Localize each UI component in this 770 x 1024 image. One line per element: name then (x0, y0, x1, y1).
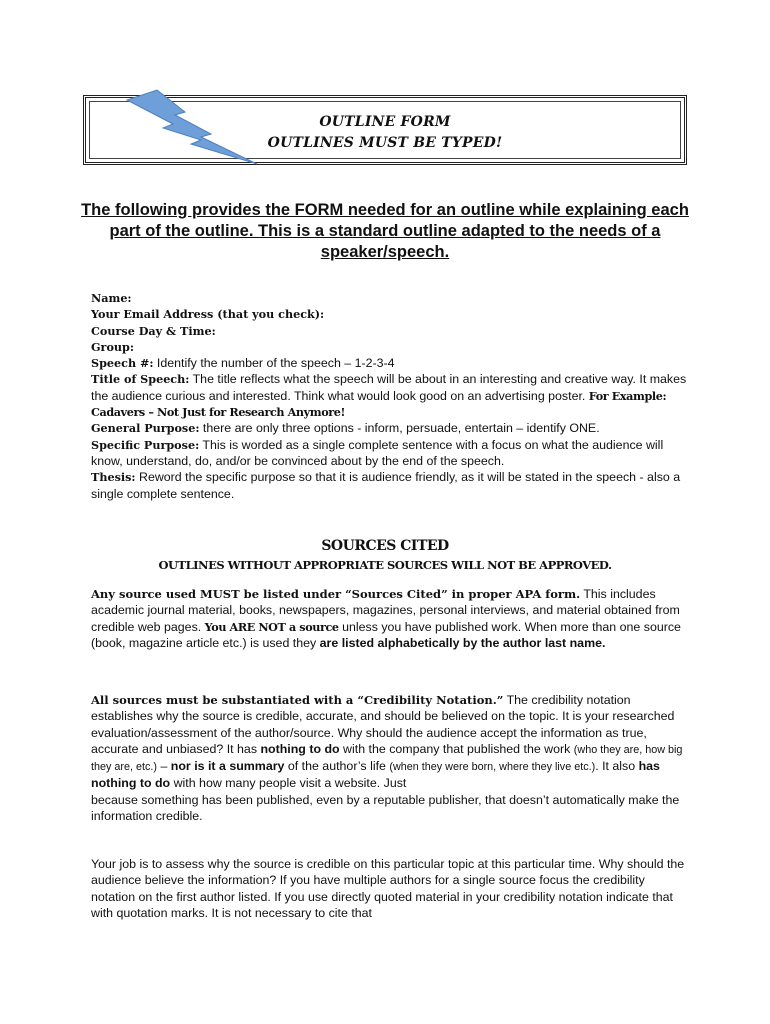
sources-title: SOURCES CITED (321, 538, 449, 554)
field-specific-purpose: Specific Purpose: This is worded as a single complete sentence with a focus on what the audience will know, understand, do, and/or be convinced about by the end of the speech. (91, 437, 664, 468)
sources-paragraph-credibility: All sources must be substantiated with a “Credibility Notation.” The credibility notation establishes why the source is credible, accurate, and should be believed on the topic. It is your researched evaluation/assessment of the author/source. Why should the audience accept the information as true, accurate and unbiased? It has nothing to do with the company that published the work (who they are, how big they are, etc.) – nor is it a summary of the author’s life (when they were born, where they live etc.). It also has nothing to do with how many people visit a website. Just because something has been published, even by a reputable publisher, that doesn’t automatically make the information credible. (91, 693, 683, 824)
banner-title-line1: OUTLINE FORM (319, 114, 451, 130)
field-speech: Speech #: Identify the number of the speech – 1-2-3-4 (91, 356, 395, 371)
sources-paragraph-apa: Any source used MUST be listed under “Sources Cited” in proper APA form. This includes academic journal material, books, newspapers, magazines, personal interviews, and material obtained from credible web pages. You ARE NOT a source unless you have published work. When more than one source (book, magazine article etc.) is used they are listed alphabetically by the author last name. (91, 587, 681, 650)
field-title: Title of Speech: The title reflects what the speech will be about in an interesting and creative way. It makes the audience curious and interested. Think what would look good on an advertising poster. For Example: Cadavers – Not Just for Research Anymore! (91, 372, 687, 420)
field-general-purpose: General Purpose: there are only three options - inform, persuade, entertain – identify ONE. (91, 421, 600, 436)
field-course: Course Day & Time: (91, 323, 216, 338)
sources-paragraph-assess: Your job is to assess why the source is credible on this particular topic at this particular time. Why should the audience believe the information? If you have multiple authors for a single source focus the credibility notation on the first author listed. If you use directly quoted material in your credibility notation indicate that with quotation marks. It is not necessary to cite that (91, 857, 685, 920)
field-name: Name: (91, 291, 132, 305)
field-group: Group: (91, 339, 134, 354)
field-thesis: Thesis: Reword the specific purpose so that it is audience friendly, as it will be stated in the speech - also a single complete sentence. (91, 470, 681, 501)
field-email: Your Email Address (that you check): (91, 307, 325, 322)
sources-subtitle: OUTLINES WITHOUT APPROPRIATE SOURCES WILL NOT BE APPROVED. (158, 558, 612, 572)
outline-fields (91, 290, 691, 502)
banner-title-line2: OUTLINES MUST BE TYPED! (267, 135, 503, 151)
page-heading: The following provides the FORM needed for an outline while explaining each part of the outline. This is a standard outline adapted to the needs of a speaker/speech. (81, 201, 689, 261)
title-example: For Example: Cadavers – Not Just for Research Anymore! (91, 388, 667, 420)
